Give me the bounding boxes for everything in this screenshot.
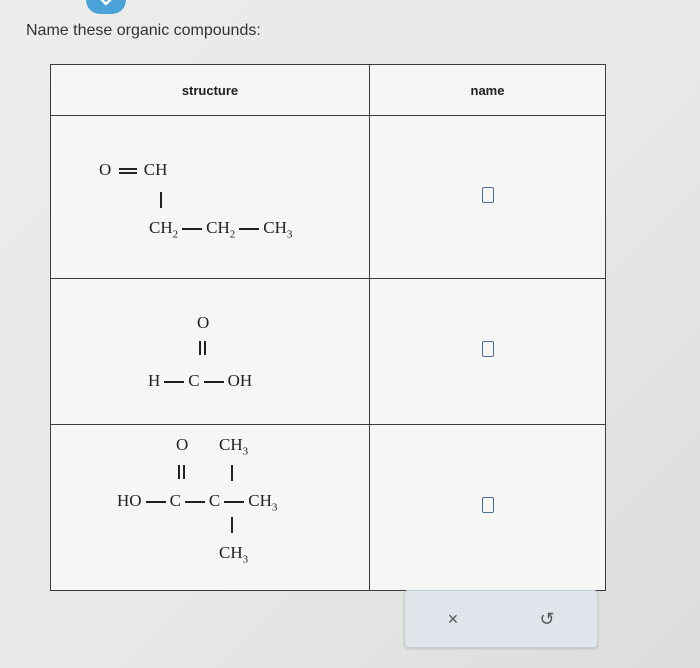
- ch2-group-1: CH: [149, 218, 173, 237]
- ch3-label: CH: [219, 435, 243, 454]
- table-row: [51, 279, 606, 425]
- double-bond: [119, 168, 137, 174]
- subscript: 3: [242, 553, 249, 566]
- single-bond-vertical: [231, 517, 233, 533]
- table-row: [51, 116, 606, 279]
- close-icon: ×: [447, 609, 459, 629]
- atom-oh: OH: [227, 371, 253, 390]
- single-bond-vertical: [231, 465, 233, 481]
- atom-o: O: [197, 313, 210, 332]
- undo-button[interactable]: [533, 605, 561, 633]
- atom-c1: C: [169, 491, 181, 510]
- table-row: [51, 425, 606, 591]
- single-bond: [182, 228, 202, 230]
- ch3-top: [219, 435, 248, 457]
- table-header-row: [51, 65, 606, 116]
- answer-input-3[interactable]: [482, 497, 494, 513]
- name-cell-2: [370, 279, 606, 425]
- single-bond: [164, 381, 184, 383]
- undo-icon: ↺: [539, 609, 555, 629]
- atom-o: O: [99, 160, 112, 179]
- double-bond-vertical: [199, 341, 206, 355]
- subscript: 2: [229, 228, 236, 241]
- ch3-group: CH: [263, 218, 287, 237]
- ch3-right: CH: [248, 491, 272, 510]
- ch3-label: CH: [219, 543, 243, 562]
- name-cell-1: [370, 116, 606, 279]
- answer-input-2[interactable]: [482, 341, 494, 357]
- atom-ho: HO: [117, 491, 142, 510]
- collapse-chevron-button[interactable]: [86, 0, 126, 14]
- single-bond: [185, 501, 205, 503]
- single-bond: [239, 228, 259, 230]
- atom-o: O: [176, 435, 189, 454]
- clear-button[interactable]: [439, 605, 467, 633]
- question-prompt: Name these organic compounds:: [26, 22, 261, 39]
- atom-ch: CH: [143, 160, 168, 179]
- atom-c2: C: [208, 491, 221, 510]
- subscript: 3: [242, 445, 249, 458]
- answer-input-1[interactable]: [482, 187, 494, 203]
- name-cell-3: [370, 425, 606, 591]
- acid-chain: [117, 491, 277, 513]
- chevron-down-icon: [98, 0, 114, 6]
- subscript: 2: [172, 228, 179, 241]
- structure-cell-1: [51, 116, 370, 279]
- subscript: 3: [286, 228, 293, 241]
- subscript: 3: [271, 501, 278, 514]
- acid-chain: [148, 371, 252, 391]
- name-header: name: [370, 65, 606, 116]
- answer-toolbar: [404, 590, 598, 648]
- ch3-bottom: [219, 543, 248, 565]
- single-bond: [146, 501, 166, 503]
- carbon-chain: [149, 218, 292, 240]
- compound-table: [50, 64, 606, 591]
- atom-c: C: [188, 371, 200, 390]
- single-bond-vertical: [160, 192, 162, 208]
- double-bond-vertical: [178, 465, 185, 479]
- structure-header: structure: [51, 65, 370, 116]
- structure-cell-2: [51, 279, 370, 425]
- structure-cell-3: [51, 425, 370, 591]
- atom-h: H: [148, 371, 161, 390]
- carbonyl-group: [99, 160, 167, 180]
- single-bond: [204, 381, 224, 383]
- ch2-group-2: CH: [206, 218, 230, 237]
- single-bond: [224, 501, 244, 503]
